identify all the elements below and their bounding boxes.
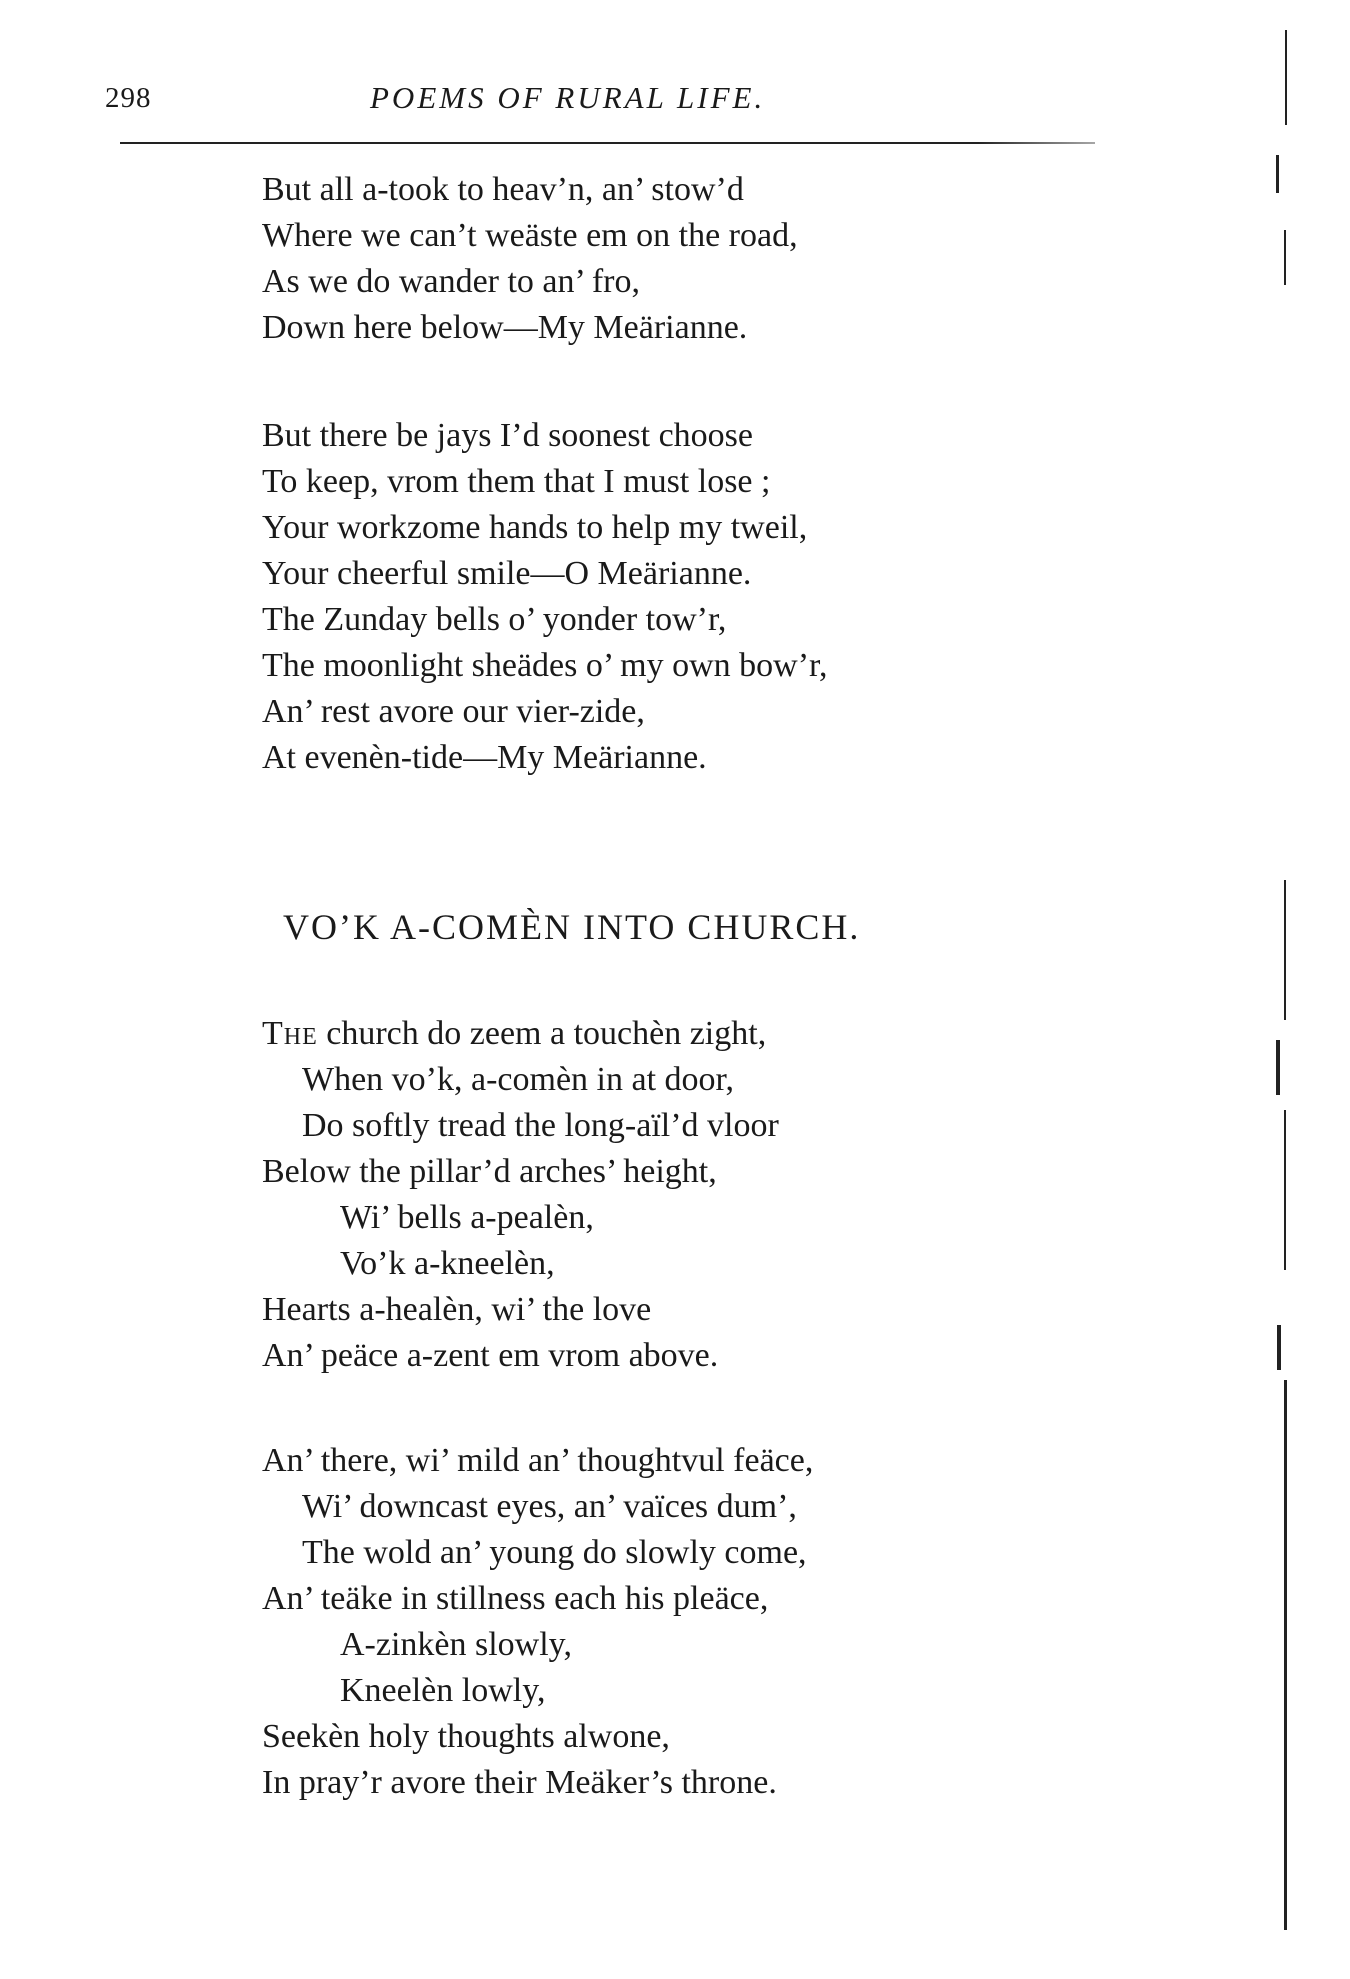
gutter-mark [1284, 230, 1286, 285]
poem-stanza-2 [262, 1438, 813, 1806]
verse-line: But there be jays I’d soonest choose [262, 417, 753, 454]
verse-line: Your workzome hands to help my tweil, [262, 509, 808, 546]
verse-line: Your cheerful smile—O Meärianne. [262, 555, 752, 592]
stanza-2 [262, 413, 828, 781]
stanza-1 [262, 167, 798, 351]
verse-line: Wi’ bells a-pealèn, [340, 1199, 594, 1236]
gutter-mark [1284, 880, 1286, 1020]
verse-line: An’ there, wi’ mild an’ thoughtvul feäce, [262, 1442, 814, 1479]
gutter-mark [1285, 30, 1287, 125]
verse-line: A-zinkèn slowly, [340, 1626, 572, 1663]
verse-line: But all a-took to heav’n, an’ stow’d [262, 171, 744, 208]
page-number: 298 [105, 82, 152, 114]
drop-word: The [262, 1015, 318, 1052]
verse-line: An’ teäke in stillness each his pleäce, [262, 1580, 769, 1617]
verse-line: The wold an’ young do slowly come, [302, 1534, 807, 1571]
verse-line: The moonlight sheädes o’ my own bow’r, [262, 647, 828, 684]
verse-line: At evenèn-tide—My Meärianne. [262, 739, 707, 776]
running-title: POEMS OF RURAL LIFE. [370, 80, 766, 115]
verse-line: To keep, vrom them that I must lose ; [262, 463, 771, 500]
verse-line: Kneelèn lowly, [340, 1672, 546, 1709]
verse-line: Hearts a-healèn, wi’ the love [262, 1291, 652, 1328]
verse-line: When vo’k, a-comèn in at door, [302, 1061, 734, 1098]
verse-line: As we do wander to an’ fro, [262, 263, 640, 300]
verse-line: An’ rest avore our vier-zide, [262, 693, 645, 730]
verse-line: Down here below—My Meärianne. [262, 309, 748, 346]
verse-line: In pray’r avore their Meäker’s throne. [262, 1764, 777, 1801]
verse-line: Wi’ downcast eyes, an’ vaïces dum’, [302, 1488, 797, 1525]
gutter-mark [1284, 1380, 1287, 1930]
verse-line: Do softly tread the long-aïl’d vloor [302, 1107, 779, 1144]
verse-line [262, 1011, 779, 1057]
header-rule [120, 142, 1095, 144]
verse-line: Below the pillar’d arches’ height, [262, 1153, 717, 1190]
poem-stanza-1 [262, 1011, 779, 1379]
verse-line: Vo’k a-kneelèn, [340, 1245, 555, 1282]
gutter-mark [1284, 1110, 1286, 1270]
verse-line: Where we can’t weäste em on the road, [262, 217, 798, 254]
verse-line: The Zunday bells o’ yonder tow’r, [262, 601, 727, 638]
gutter-mark [1276, 1040, 1280, 1095]
verse-line-rest: church do zeem a touchèn zight, [317, 1015, 767, 1052]
verse-line: An’ peäce a-zent em vrom above. [262, 1337, 719, 1374]
gutter-mark [1277, 1325, 1281, 1370]
verse-line: Seekèn holy thoughts alwone, [262, 1718, 670, 1755]
gutter-mark [1276, 155, 1279, 193]
poem-title: VO’K A-COMÈN INTO CHURCH. [283, 907, 861, 947]
